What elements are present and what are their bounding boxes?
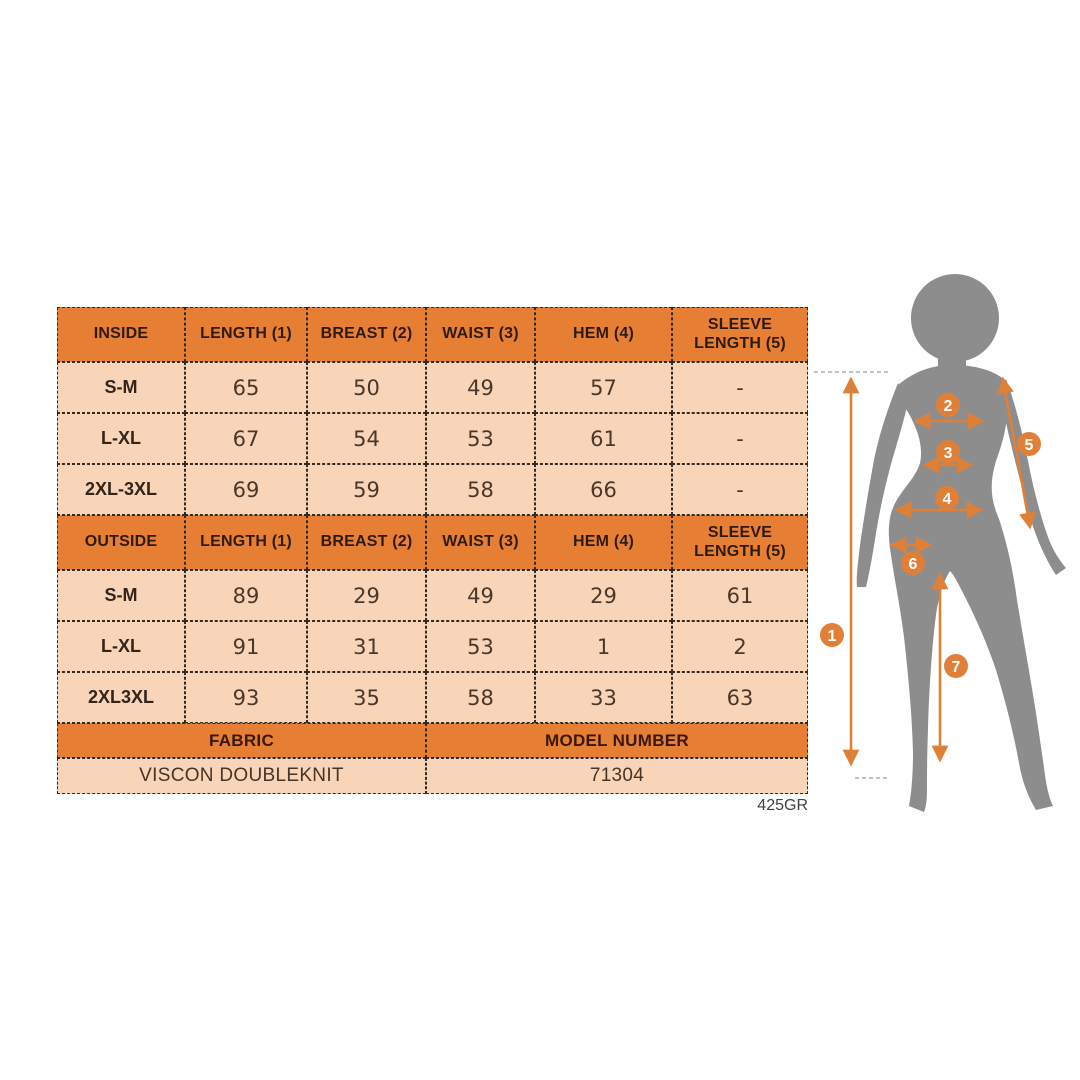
female-silhouette [857,274,1066,812]
size-cell: S-M [57,362,185,413]
measure-marker-3 [936,440,960,464]
header-cell-sleeve [672,515,808,570]
size-cell: 2XL3XL [57,672,185,723]
value-cell: 33 [535,672,672,723]
value-cell: 31 [307,621,426,672]
marker-number: 3 [943,444,953,462]
inside-header-row [57,307,808,362]
header-cell-outside: OUTSIDE [57,515,185,570]
right-arm-silhouette [1000,379,1066,575]
measure-marker-5 [1017,432,1041,456]
value-cell: - [672,362,808,413]
value-cell: 50 [307,362,426,413]
marker-number: 5 [1024,436,1034,454]
header-cell-length: LENGTH (1) [185,307,307,362]
value-cell: 29 [535,570,672,621]
header-cell-hem: HEM (4) [535,515,672,570]
value-cell: 53 [426,413,535,464]
measure-marker-4 [935,486,959,510]
fabric-value-row [57,758,808,794]
measurement-figure [810,265,1080,825]
value-cell: - [672,464,808,515]
header-cell-fabric: FABRIC [57,723,426,758]
marker-number: 1 [827,627,837,645]
header-cell-hem: HEM (4) [535,307,672,362]
value-cell: 57 [535,362,672,413]
fabric-value-cell: VISCON DOUBLEKNIT [57,758,426,794]
value-cell: 61 [535,413,672,464]
value-cell: 67 [185,413,307,464]
table-row [57,621,808,672]
value-cell: 58 [426,464,535,515]
value-cell: 65 [185,362,307,413]
value-cell: 58 [426,672,535,723]
header-cell-waist: WAIST (3) [426,307,535,362]
value-cell: 89 [185,570,307,621]
weight-footnote: 425GR [757,797,808,814]
header-cell-breast: BREAST (2) [307,515,426,570]
marker-number: 6 [908,555,918,573]
value-cell: 54 [307,413,426,464]
value-cell: - [672,413,808,464]
table-row [57,464,808,515]
value-cell: 53 [426,621,535,672]
header-cell-breast: BREAST (2) [307,307,426,362]
header-cell-inside: INSIDE [57,307,185,362]
fabric-header-row [57,723,808,758]
measure-marker-7 [944,654,968,678]
value-cell: 49 [426,570,535,621]
header-cell-sleeve [672,307,808,362]
table-row [57,672,808,723]
value-cell: 93 [185,672,307,723]
header-cell-waist: WAIST (3) [426,515,535,570]
size-cell: S-M [57,570,185,621]
measure-marker-1 [820,623,844,647]
value-cell: 49 [426,362,535,413]
model-number-value-cell: 71304 [426,758,808,794]
value-cell: 69 [185,464,307,515]
marker-number: 7 [951,658,961,676]
size-chart-table [57,307,808,794]
header-cell-length: LENGTH (1) [185,515,307,570]
marker-number: 2 [943,397,953,415]
header-cell-sleeve-text: SLEEVE LENGTH (5) [694,523,786,560]
size-cell: 2XL-3XL [57,464,185,515]
header-cell-sleeve-text: SLEEVE LENGTH (5) [694,315,786,352]
value-cell: 63 [672,672,808,723]
marker-number: 4 [942,490,952,508]
header-cell-model-number: MODEL NUMBER [426,723,808,758]
value-cell: 59 [307,464,426,515]
value-cell: 66 [535,464,672,515]
value-cell: 29 [307,570,426,621]
table-row [57,570,808,621]
measure-marker-2 [936,393,960,417]
value-cell: 1 [535,621,672,672]
table-row [57,362,808,413]
value-cell: 61 [672,570,808,621]
size-cell: L-XL [57,621,185,672]
table-row [57,413,808,464]
size-cell: L-XL [57,413,185,464]
measure-marker-6 [901,551,925,575]
outside-header-row [57,515,808,570]
value-cell: 2 [672,621,808,672]
value-cell: 91 [185,621,307,672]
value-cell: 35 [307,672,426,723]
